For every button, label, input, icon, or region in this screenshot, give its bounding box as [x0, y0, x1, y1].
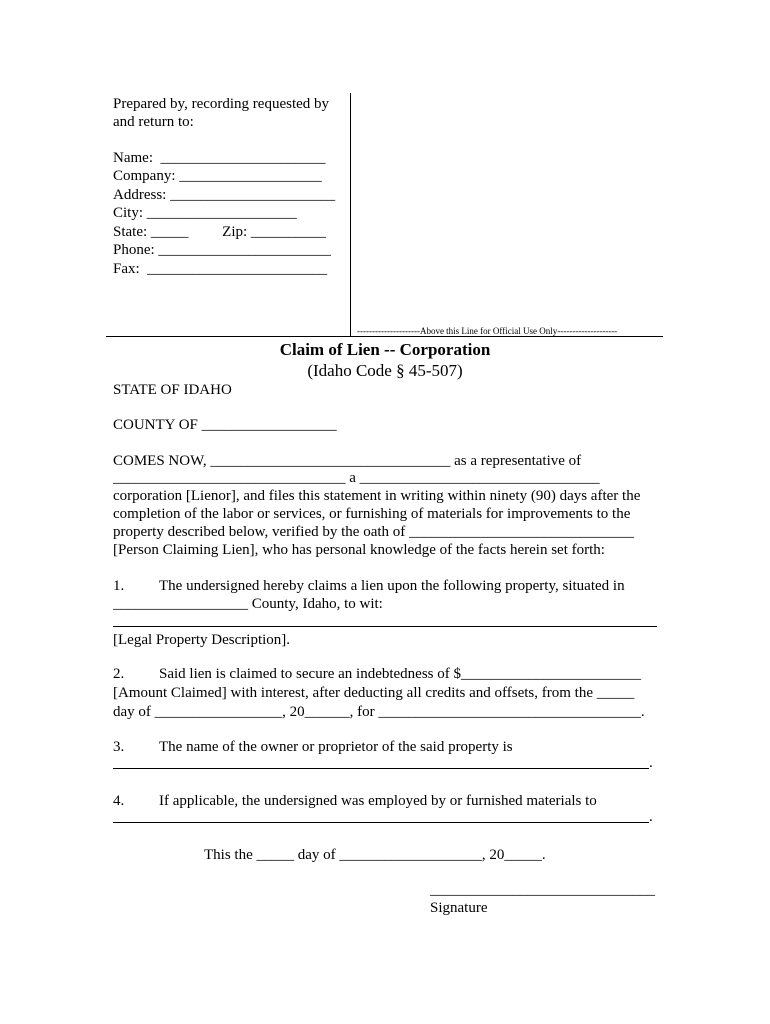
company-field: Company: ___________________ [113, 168, 322, 184]
prepared-by-line2: and return to: [113, 114, 194, 130]
header-divider-horizontal [106, 336, 663, 337]
paragraph-1-number: 1. [113, 578, 125, 594]
official-use-note: ---------------------Above this Line for Official Use Only-------------------- [357, 326, 618, 336]
paragraph-2-number: 2. [113, 666, 125, 682]
paragraph-3-line-1: The name of the owner or proprietor of the said property is [159, 739, 513, 755]
comes-now-line-1: COMES NOW, ________________________________ as a representative of [113, 453, 582, 469]
employer-name-blank [113, 822, 649, 823]
comes-now-line-2: _______________________________ a ________________________________ [113, 470, 600, 486]
legal-description-blank [113, 626, 657, 627]
paragraph-2-line-1: Said lien is claimed to secure an indebtedness of $________________________ [159, 666, 641, 682]
prepared-by-line1: Prepared by, recording requested by [113, 96, 330, 112]
comes-now-line-3: corporation [Lienor], and files this statement in writing within ninety (90) days after the [113, 488, 641, 504]
county-line: COUNTY OF __________________ [113, 417, 337, 433]
date-line: This the _____ day of ___________________, 20_____. [204, 847, 546, 863]
paragraph-1-line-1: The undersigned hereby claims a lien upon the following property, situated in [159, 578, 625, 594]
paragraph-3-number: 3. [113, 739, 125, 755]
paragraph-4-number: 4. [113, 793, 125, 809]
comes-now-line-6: [Person Claiming Lien], who has personal knowledge of the facts herein set forth: [113, 542, 605, 558]
address-field: Address: ______________________ [113, 187, 336, 203]
paragraph-4-period: . [649, 809, 653, 825]
paragraph-1-line-2: __________________ County, Idaho, to wit: [113, 596, 383, 612]
header-divider-vertical [350, 93, 351, 336]
paragraph-2-line-3: day of _________________, 20______, for ___________________________________. [113, 704, 645, 720]
state-zip-field: State: _____ Zip: __________ [113, 224, 326, 240]
name-field: Name: ______________________ [113, 150, 326, 166]
signature-line: ______________________________ [430, 882, 655, 898]
fax-field: Fax: ________________________ [113, 261, 328, 277]
paragraph-3-period: . [649, 755, 653, 771]
document-title: Claim of Lien -- Corporation [279, 340, 491, 359]
comes-now-line-5: property described below, verified by the oath of ______________________________ [113, 524, 635, 540]
paragraph-4-line-1: If applicable, the undersigned was employed by or furnished materials to [159, 793, 597, 809]
state-line: STATE OF IDAHO [113, 382, 232, 398]
document-subtitle: (Idaho Code § 45-507) [307, 361, 463, 380]
phone-field: Phone: _______________________ [113, 242, 331, 258]
owner-name-blank [113, 768, 649, 769]
signature-label: Signature [430, 900, 488, 916]
paragraph-2-line-2: [Amount Claimed] with interest, after deducting all credits and offsets, from the _____ [113, 685, 635, 701]
legal-description-label: [Legal Property Description]. [113, 632, 291, 648]
city-field: City: ____________________ [113, 205, 297, 221]
comes-now-line-4: completion of the labor or services, or furnishing of materials for improvements to the [113, 506, 631, 522]
